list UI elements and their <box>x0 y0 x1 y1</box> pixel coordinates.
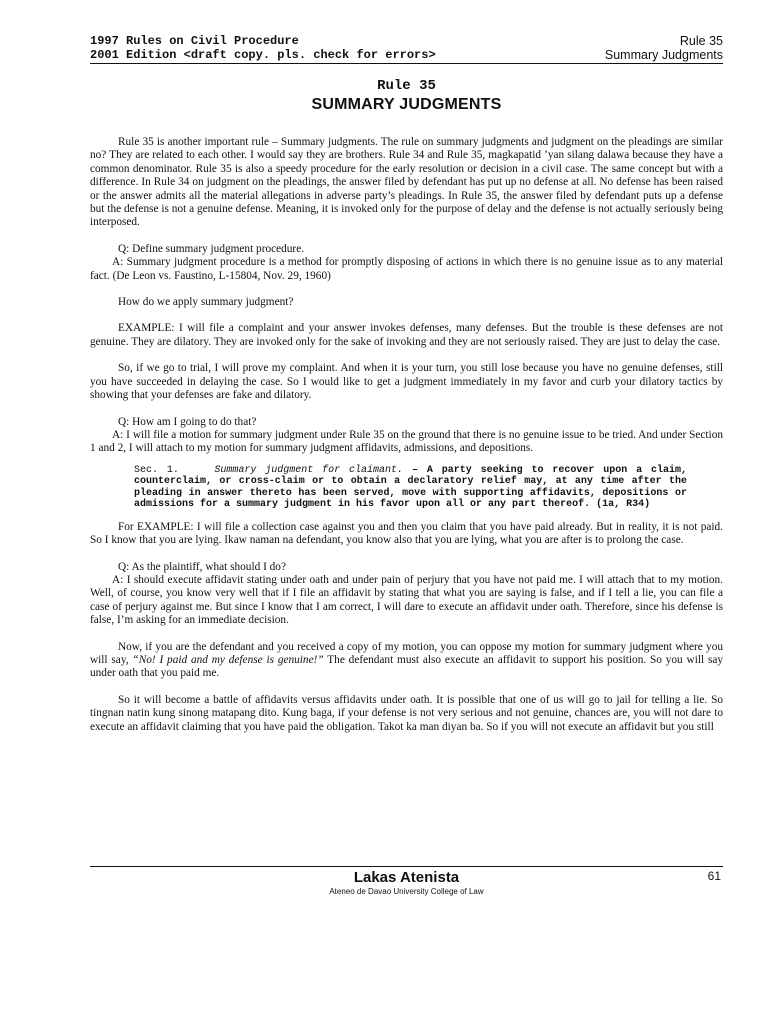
rule-quote <box>134 465 687 511</box>
paragraph: Rule 35 is another important rule – Summary judgments. The rule on summary judgments and judgment on the pleadings are similar no? They are related to each other. I would say they are brothers. Rule 34 and Rule 35, magkapatid ’yan silang dalawa because they have a common denominator. Rule 35 is also a speedy procedure for the early resolution or decision in a civil case. The same concept but with a difference. In Rule 34 on judgment on the pleadings, the answer filed by defendant has put up no defense at all. No defense has been raised or the answer admits all the material allegations in adverse party’s pleadings. In Rule 35, the answer filed by defendant puts up a defense but the defense is not a genuine defense. Meaning, it is invoked only for the purpose of delay and the defense is not actually seriously being interposed. <box>90 136 723 229</box>
quote-heading: Summary judgment for claimant. <box>214 464 404 476</box>
quote-section: Sec. 1. <box>134 464 179 476</box>
header-divider <box>90 63 723 64</box>
paragraph: So it will become a battle of affidavits versus affidavits under oath. It is possible that one of us will go to jail for telling a lie. So tingnan natin kung sinong matapang dito. Kung baga, if your defense is not very serious and not genuine, chances are, you will not dare to execute an affidavit claiming that you have paid the obligation. Takot ka man diyan ba. So if you will not execute an affidavit but you still <box>90 693 723 733</box>
rule-number: Rule 35 <box>377 78 436 94</box>
answer: A: Summary judgment procedure is a method for promptly disposing of actions in which there is no genuine issue as to any material fact. (De Leon vs. Faustino, L-15804, Nov. 29, 1960) <box>90 256 723 282</box>
page-number: 61 <box>707 869 721 883</box>
paragraph <box>90 641 723 681</box>
answer: A: I will file a motion for summary judgment under Rule 35 on the ground that there is no genuine issue to be tried. And under Section 1 and 2, I will attach to my motion for summary judgment affidavits, admissions, and depositions. <box>90 428 723 455</box>
paragraph: So, if we go to trial, I will prove my complaint. And when it is your turn, you still lose because you have no genuine defenses, still you have succeeded in delaying the case. So I would like to get a judgment immediately in my favor and curb your dilatory tactics by showing that your defenses are fake and dilatory. <box>90 362 723 402</box>
header-rule-number: Rule 35 <box>679 34 723 48</box>
qa-block <box>90 243 723 283</box>
paragraph: EXAMPLE: I will file a complaint and your answer invokes defenses, many defenses. But the trouble is these defenses are not genuine. They are dilatory. They are invoked only for the sake of invoking and they are not seriously raised. They are just to delay the case. <box>90 322 723 348</box>
header-edition: 2001 Edition <draft copy. pls. check for errors> <box>90 48 436 62</box>
answer: A: I should execute affidavit stating under oath and under pain of perjury that you have not paid me. I will attach that to my motion. Well, of course, you know very well that if I file an affidavit by stating that what you are saying is false, and if I tell a lie, you can file a case of perjury against me. But since I know that I am correct, I will dare to execute an affidavit under oath. Therefore, since his defense is false, I’m asking for an immediate decision. <box>90 573 723 627</box>
body-text <box>90 136 723 734</box>
document-page <box>90 34 723 734</box>
quote-text: – A party seeking to recover upon a claim, counterclaim, or cross-claim or to obtain a declaratory relief may, at any time after the pleading in answer thereto has been served, move with supporting affidavits, depositions or admissions for a summary judgment in his favor upon all or any part thereof. (1a, R34) <box>134 464 687 511</box>
question: Q: How am I going to do that? <box>118 415 257 428</box>
footer-title: Lakas Atenista <box>353 869 460 886</box>
running-header <box>90 34 723 62</box>
paragraph-text: The defendant must also execute an affidavit to support his position. So you will say under oath that you paid me. <box>90 653 724 680</box>
question: Q: Define summary judgment procedure. <box>118 242 305 255</box>
qa-block <box>90 416 723 456</box>
question: Q: As the plaintiff, what should I do? <box>118 560 286 573</box>
header-book-title: 1997 Rules on Civil Procedure <box>90 34 299 48</box>
paragraph: For EXAMPLE: I will file a collection case against you and then you claim that you have paid already. But in reality, it is not paid. So I know that you are lying. Ikaw naman na defendant, you know also that you are lying, what you are after is to prolong the case. <box>90 520 723 547</box>
qa-block <box>90 561 723 628</box>
header-rule-name: Summary Judgments <box>604 48 723 62</box>
header-left <box>90 34 436 62</box>
quoted-defense: “No! I paid and my defense is genuine!” <box>132 653 324 666</box>
paragraph-text: Now, if you are the defendant and you received a copy of my motion, you can oppose my motion for summary judgment where you will say, <box>90 640 723 666</box>
page-footer <box>90 866 723 896</box>
header-right <box>605 34 723 62</box>
footer-subtitle: Ateneo de Davao University College of Law <box>329 887 484 896</box>
paragraph: How do we apply summary judgment? <box>118 296 294 309</box>
page-title: SUMMARY JUDGMENTS <box>311 96 502 113</box>
